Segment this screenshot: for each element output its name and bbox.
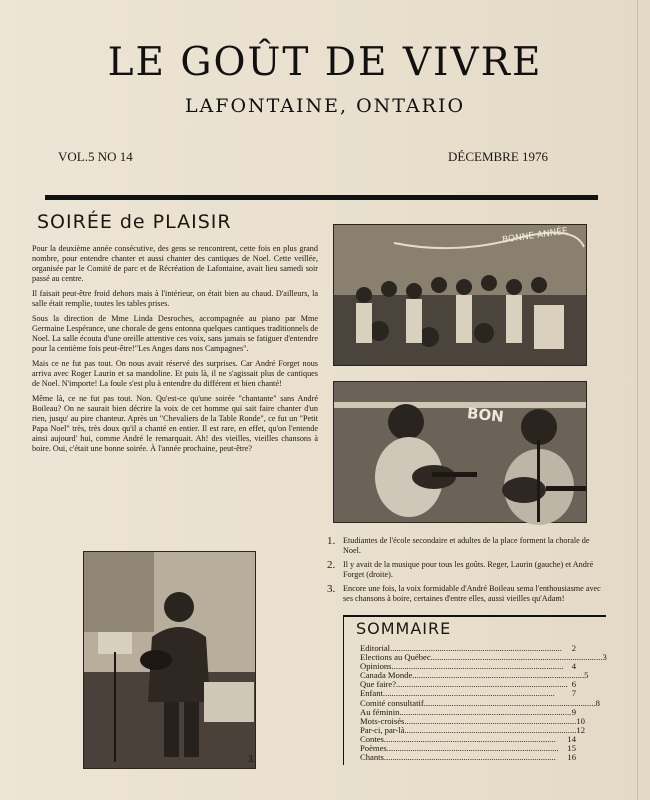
issue-volume: VOL.5 NO 14 xyxy=(58,149,133,164)
photo-banner-text: BON xyxy=(466,404,505,426)
sommaire-item-label: Au féminin xyxy=(360,706,400,717)
sommaire-item-page: 7 xyxy=(571,688,576,699)
sommaire-list xyxy=(360,643,607,763)
photo-banner-text: BONNE ANNÉE xyxy=(501,226,569,246)
masthead-title: LE GOÛT DE VIVRE xyxy=(107,40,543,85)
sommaire-item-page: 10 xyxy=(576,715,585,726)
page-fold xyxy=(637,0,638,800)
sommaire-leader-dots: ................................................................................ xyxy=(404,724,577,735)
issue-date: DÉCEMBRE 1976 xyxy=(448,149,549,164)
sommaire-item-label: Editorial xyxy=(360,643,391,653)
masthead-rule xyxy=(45,195,598,200)
article-body xyxy=(32,244,318,459)
article-paragraph: Il faisait peut-être froid dehors mais à l'intérieur, on était bien au chaud. D'ailleurs, la salle était remplie, toutes les tables prises. xyxy=(32,289,318,308)
sommaire-item-label: Chants xyxy=(360,752,384,763)
sommaire-item-label: Poèmes xyxy=(360,743,387,754)
sommaire-item-page: 15 xyxy=(567,743,576,754)
sommaire-item-page: 12 xyxy=(576,724,585,735)
sommaire-leader-dots: ................................................................................ xyxy=(423,697,596,708)
sommaire-item-page: 3 xyxy=(602,652,607,663)
article-paragraph: Même là, ce ne fut pas tout. Non. Qu'est-ce qu'une soirée "chantante" sans André Boileau? On ne saurait bien décrire la voix de cet homme qui sait faire chanter d'un rien, jusqu' au pire chanteur. Après un "Chevaliers de la Table Ronde", ce fut un "Petit Papa Noel" très, très doux qu'il a chanté en entier. Il est rare, en effet, qu'on l'entende ainsi aujourd' hui, comme André le remarquait. Ah! des vieilles, vieilles chansons à boire. Oui, c'était une bonne soirée. À l'année prochaine, peut-être? xyxy=(32,394,318,453)
sommaire-item-page: 5 xyxy=(584,670,589,681)
photo-number: 3. xyxy=(248,754,255,764)
sommaire-item-label: Opinions xyxy=(360,661,392,672)
sommaire-leader-dots: ................................................................................ xyxy=(391,661,564,672)
masthead-subtitle: LAFONTAINE, ONTARIO xyxy=(184,95,466,117)
sommaire-item-page: 14 xyxy=(567,733,576,744)
sommaire-item-label: Que faire? xyxy=(360,679,397,690)
sommaire-item-label: Canada Monde xyxy=(360,670,413,681)
sommaire-item-label: Mots-croisés xyxy=(360,715,405,726)
sommaire-item-label: Comité consultatif xyxy=(360,697,424,708)
sommaire-leader-dots: ................................................................................ xyxy=(412,670,585,681)
sommaire-box xyxy=(343,615,606,765)
sommaire-item-page: 16 xyxy=(567,752,576,763)
caption-3 xyxy=(327,584,605,604)
sommaire-item-label: Elections au Québec xyxy=(360,652,431,663)
sommaire-leader-dots: ................................................................................ xyxy=(430,652,603,663)
sommaire-leader-dots: ................................................................................ xyxy=(390,643,562,653)
sommaire-leader-dots: ................................................................................ xyxy=(386,743,559,754)
sommaire-leader-dots: ................................................................................ xyxy=(396,679,568,690)
photo-captions xyxy=(327,536,605,608)
sommaire-leader-dots: ................................................................................ xyxy=(399,706,572,717)
article-headline: SOIRÉE de PLAISIR xyxy=(37,211,232,233)
photo-musicians-image xyxy=(334,382,586,522)
sommaire-item-page: 4 xyxy=(571,661,576,672)
photo-musicians xyxy=(333,381,587,523)
sommaire-leader-dots: ................................................................................ xyxy=(383,733,556,744)
article-paragraph: Mais ce ne fut pas tout. On nous avait réservé des surprises. Car André Forget nous arriva avec Roger Laurin et sa mandoline. Et puis là, il ne s'agissait plus de cantiques de Noel. N'importe! La foule s'est plu à entendre du différent et bien chanté! xyxy=(32,359,318,388)
photo-singer xyxy=(83,551,256,769)
sommaire-leader-dots: ................................................................................ xyxy=(382,688,555,699)
sommaire-leader-dots: ................................................................................ xyxy=(404,715,577,726)
sommaire-item-page: 6 xyxy=(571,679,576,690)
sommaire-item-label: Par-ci, par-là xyxy=(360,724,405,735)
article-paragraph: Sous la direction de Mme Linda Desroches, accompagnée au piano par Mme Germaine Lespérance, une chorale de gens entonna quelques cantiques traditionnels de Noel. La salle écouta d'une oreille attentive ces voix, sans jamais se fatiguer d'entendre pour la centième fois peut-être!"Les Anges dans nos Campagnes". xyxy=(32,314,318,353)
caption-text: Encore une fois, la voix formidable d'André Boileau sema l'enthousiasme avec ses chansons à boire, certaines d'entre elles, aussi vieilles qu'Adam! xyxy=(343,584,601,603)
article-paragraph: Pour la deuxième année consécutive, des gens se rencontrent, cette fois en plus grand nombre, pour entendre chanter et aussi chanter des cantiques de Noel. Cette veillée, organisée par le Comité de parc et de Récréation de Lafontaine, avait lieu samedi soir passé au centre. xyxy=(32,244,318,283)
sommaire-item-page: 8 xyxy=(595,697,600,708)
caption-text: Il y avait de la musique pour tous les goûts. Reger, Laurin (gauche) et André Forget (droite). xyxy=(343,560,594,579)
caption-number: 1. xyxy=(327,535,336,547)
caption-number: 3. xyxy=(327,583,336,595)
sommaire-item xyxy=(360,753,576,762)
photo-choir xyxy=(333,224,587,366)
sommaire-leader-dots: ................................................................................ xyxy=(383,752,556,763)
caption-text: Etudiantes de l'école secondaire et adultes de la place forment la chorale de Noel. xyxy=(343,536,590,555)
sommaire-item-page: 2 xyxy=(571,643,576,653)
caption-2 xyxy=(327,560,605,580)
photo-singer-image xyxy=(84,552,255,768)
caption-number: 2. xyxy=(327,559,336,571)
sommaire-item-label: Contes xyxy=(360,733,384,744)
sommaire-item-label: Enfant xyxy=(360,688,383,699)
sommaire-item-page: 9 xyxy=(571,706,576,717)
sommaire-rule xyxy=(344,615,606,617)
photo-choir-image xyxy=(334,225,586,365)
sommaire-title: SOMMAIRE xyxy=(356,619,452,638)
caption-1 xyxy=(327,536,605,556)
